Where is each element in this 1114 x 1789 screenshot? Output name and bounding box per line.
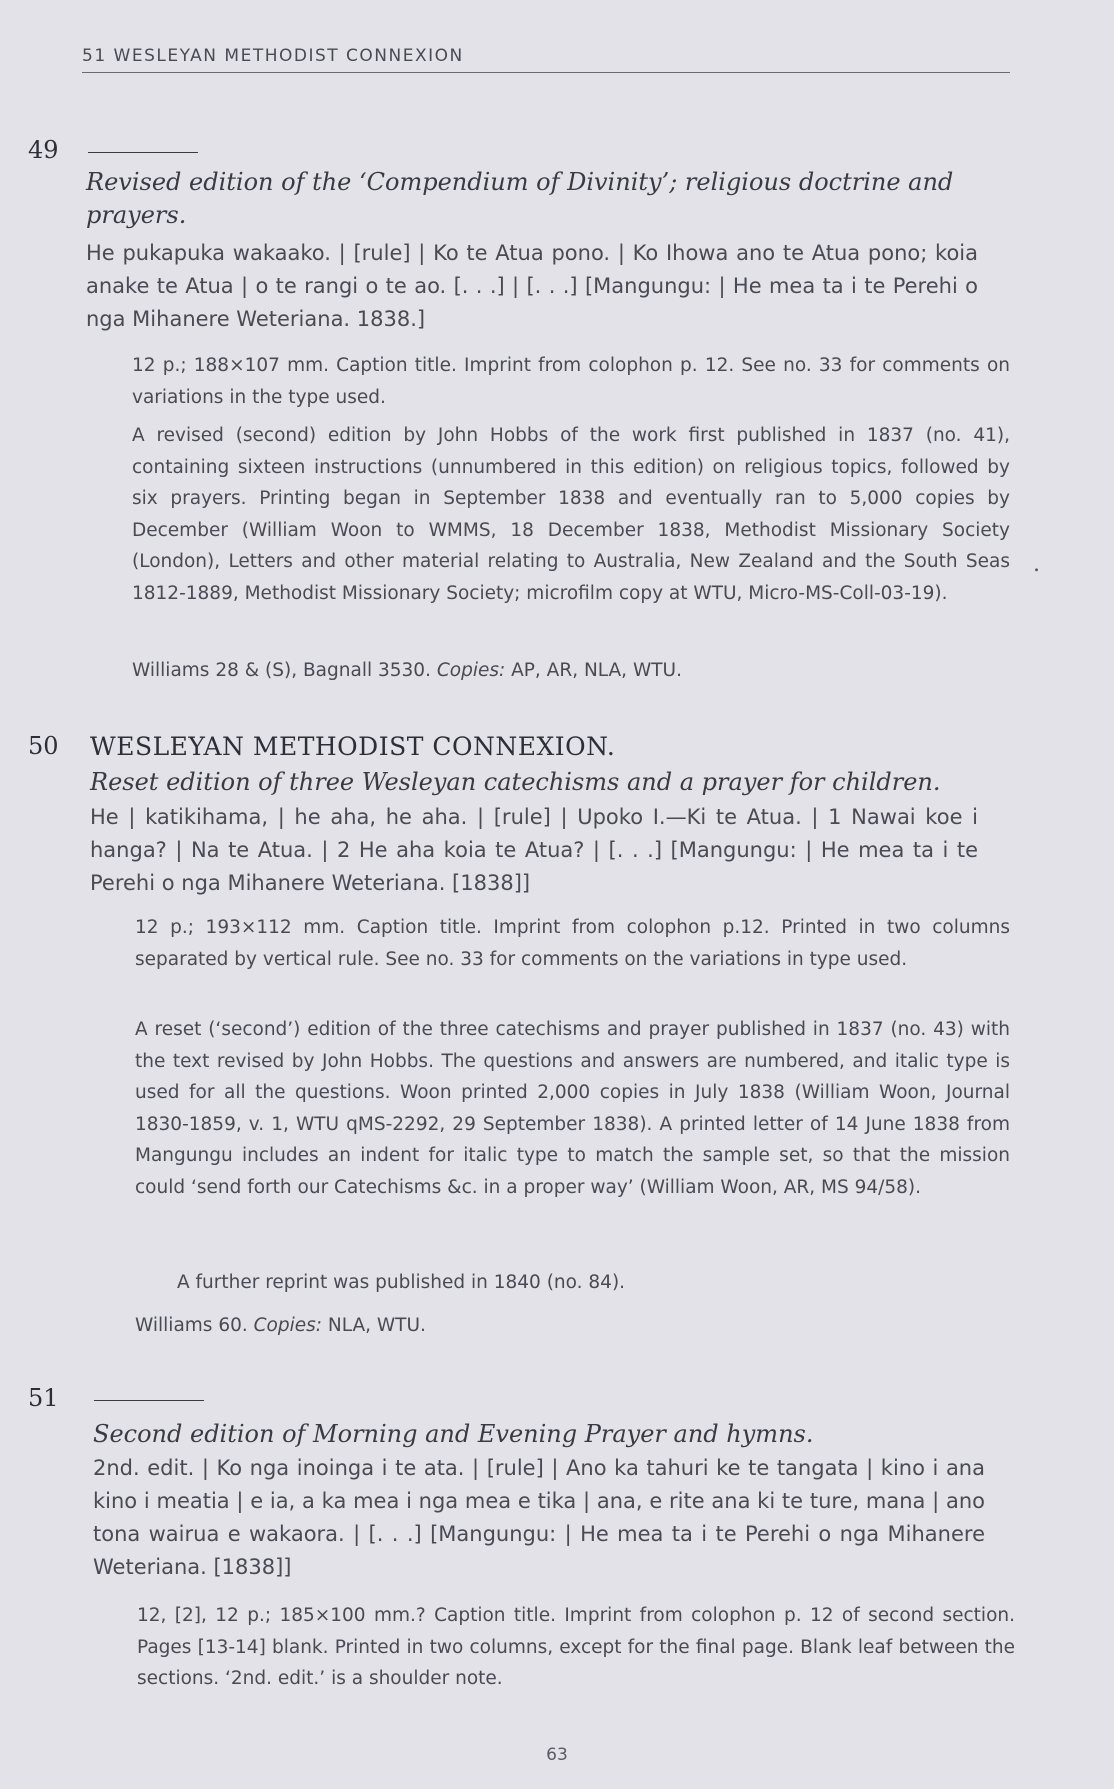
entry-notes: A revised (second) edition by John Hobbs of the work first published in 1837 (no. 41), containing sixteen instructions (unnumbered in this edition) on religious topics, followed by six prayers. Printing began in September 1838 and eventually ran to 5,000 copies by December (William Woon to WMMS, 18 December 1838, Methodist Missionary Society (London), Letters and other material relating to Australia, New Zealand and the South Seas 1812-1889, Methodist Missionary Society; microfilm copy at WTU, Micro-MS-Coll-03-19). xyxy=(132,425,1010,604)
entry-number: 49 xyxy=(28,136,59,164)
references: Williams 28 & (S), Bagnall 3530. xyxy=(132,660,431,681)
copies-list: AP, AR, NLA, WTU. xyxy=(511,660,682,681)
entry-subtitle: Revised edition of the ‘Compendium of Divinity’; religious doctrine and prayers. xyxy=(86,168,954,229)
references-line xyxy=(135,1310,1010,1342)
entry-number: 51 xyxy=(28,1384,59,1412)
copies-list: NLA, WTU. xyxy=(327,1315,426,1336)
entry-subtitle: Reset edition of three Wesleyan catechisms and a prayer for children. xyxy=(90,768,941,796)
margin-mark: . xyxy=(1033,552,1040,577)
page-number: 63 xyxy=(546,1745,568,1765)
physical-description: 12, [2], 12 p.; 185×100 mm.? Caption title. Imprint from colophon p. 12 of second section. Pages [13-14] blank. Printed in two columns, except for the final page. Blank leaf between the sections. ‘2nd. edit.’ is a shoulder note. xyxy=(137,1605,1015,1689)
entry-title-transcription: He | katikihama, | he aha, he aha. | [rule] | Upoko I.—Ki te Atua. | 1 Nawai koe i hanga? | Na te Atua. | 2 He aha koia te Atua? | [. . .] [Mangungu: | He mea ta i te Perehi o nga Mihanere Weteriana. [1838]] xyxy=(90,805,978,895)
physical-description: 12 p.; 188×107 mm. Caption title. Imprint from colophon p. 12. See no. 33 for comments on variations in the type used. xyxy=(132,355,1010,408)
copies-label: Copies: xyxy=(253,1315,323,1336)
entry-title-transcription: He pukapuka wakaako. | [rule] | Ko te Atua pono. | Ko Ihowa ano te Atua pono; koia anake te Atua | o te rangi o te ao. [. . .] | [. . .] [Mangungu: | He mea ta i te Perehi o nga Mihanere Weteriana. 1838.] xyxy=(86,241,978,331)
title-rule xyxy=(88,152,198,153)
entry-title-transcription: 2nd. edit. | Ko nga inoinga i te ata. | [rule] | Ano ka tahuri ke te tangata | kino i ana kino i meatia | e ia, a ka mea i nga mea e tika | ana, e rite ana ki te ture, mana | ano tona wairua e wakaora. | [. . .] [Mangungu: | He mea ta i te Perehi o nga Mihanere Weteriana. [1838]] xyxy=(93,1456,985,1579)
entry-notes: A reset (‘second’) edition of the three catechisms and prayer published in 1837 (no. 43) with the text revised by John Hobbs. The questions and answers are numbered, and italic type is used for all the questions. Woon printed 2,000 copies in July 1838 (William Woon, Journal 1830-1859, v. 1, WTU qMS-2292, 29 September 1838). A printed letter of 14 June 1838 from Mangungu includes an indent for italic type to match the sample set, so that the mission could ‘send forth our Catechisms &c. in a proper way’ (William Woon, AR, MS 94/58). xyxy=(135,1019,1010,1198)
physical-description: 12 p.; 193×112 mm. Caption title. Imprint from colophon p.12. Printed in two columns separated by vertical rule. See no. 33 for comments on the variations in type used. xyxy=(135,917,1010,970)
references: Williams 60. xyxy=(135,1315,248,1336)
copies-label: Copies: xyxy=(436,660,506,681)
entry-subtitle: Second edition of Morning and Evening Prayer and hymns. xyxy=(93,1420,814,1448)
title-rule xyxy=(94,1400,204,1401)
entry-heading: WESLEYAN METHODIST CONNEXION. xyxy=(90,732,616,761)
references-line xyxy=(132,655,1010,687)
reprint-note: A further reprint was published in 1840 (no. 84). xyxy=(177,1272,626,1293)
entry-number: 50 xyxy=(28,732,59,760)
running-head: 51 WESLEYAN METHODIST CONNEXION xyxy=(82,46,1010,73)
